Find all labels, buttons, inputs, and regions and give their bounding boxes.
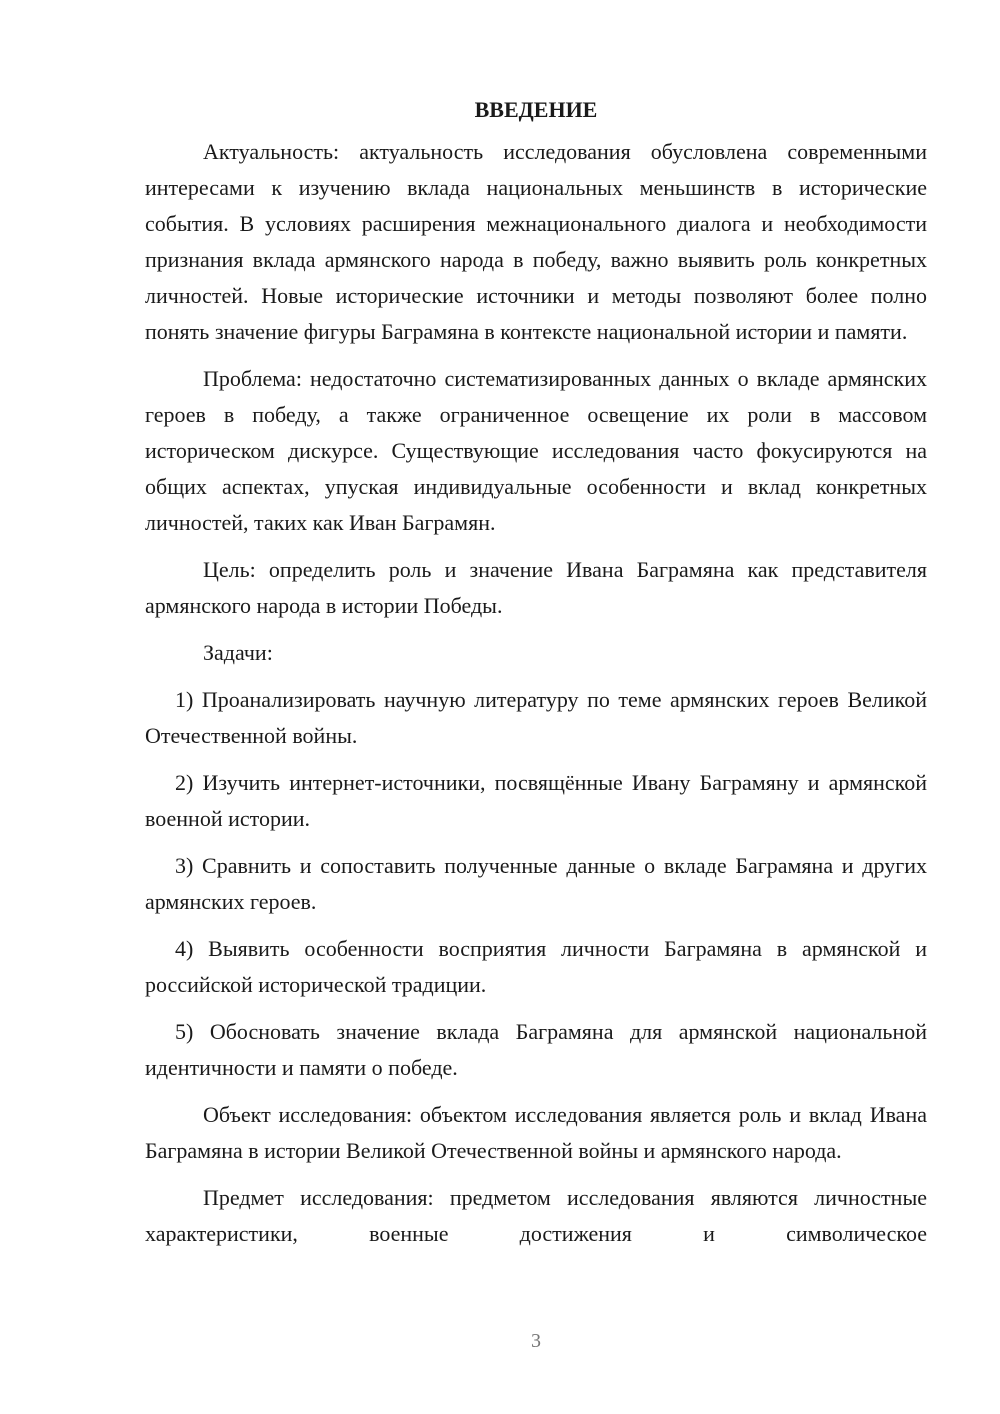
research-subject-paragraph: Предмет исследования: предметом исследования являются личностные характеристики, военные достижения и символическое (145, 1185, 927, 1246)
task-item-4: 4) Выявить особенности восприятия личности Баграмяна в армянской и российской исторической традиции. (145, 936, 927, 997)
page-content (145, 92, 927, 1263)
task-item-1: 1) Проанализировать научную литературу по теме армянских героев Великой Отечественной войны. (145, 687, 927, 748)
task-item-3: 3) Сравнить и сопоставить полученные данные о вкладе Баграмяна и других армянских героев. (145, 853, 927, 914)
problem-paragraph: Проблема: недостаточно систематизированных данных о вкладе армянских героев в победу, а также ограниченное освещение их роли в массовом историческом дискурсе. Существующие исследования часто фокусируются на общих аспектах, упуская индивидуальные особенности и вклад конкретных личностей, таких как Иван Баграмян. (145, 366, 927, 535)
task-item-5: 5) Обосновать значение вклада Баграмяна для армянской национальной идентичности и памяти о победе. (145, 1019, 927, 1080)
task-item-2: 2) Изучить интернет-источники, посвящённые Ивану Баграмяну и армянской военной истории. (145, 770, 927, 831)
goal-paragraph: Цель: определить роль и значение Ивана Баграмяна как представителя армянского народа в истории Победы. (145, 557, 927, 618)
page-number: 3 (531, 1330, 541, 1352)
relevance-paragraph: Актуальность: актуальность исследования обусловлена современными интересами к изучению вклада национальных меньшинств в исторические события. В условиях расширения межнационального диалога и необходимости признания вклада армянского народа в победу, важно выявить роль конкретных личностей. Новые исторические источники и методы позволяют более полно понять значение фигуры Баграмяна в контексте национальной истории и памяти. (145, 139, 927, 344)
research-object-paragraph: Объект исследования: объектом исследования является роль и вклад Ивана Баграмяна в истории Великой Отечественной войны и армянского народа. (145, 1102, 927, 1163)
tasks-label: Задачи: (203, 640, 273, 665)
section-heading: ВВЕДЕНИЕ (474, 97, 598, 122)
